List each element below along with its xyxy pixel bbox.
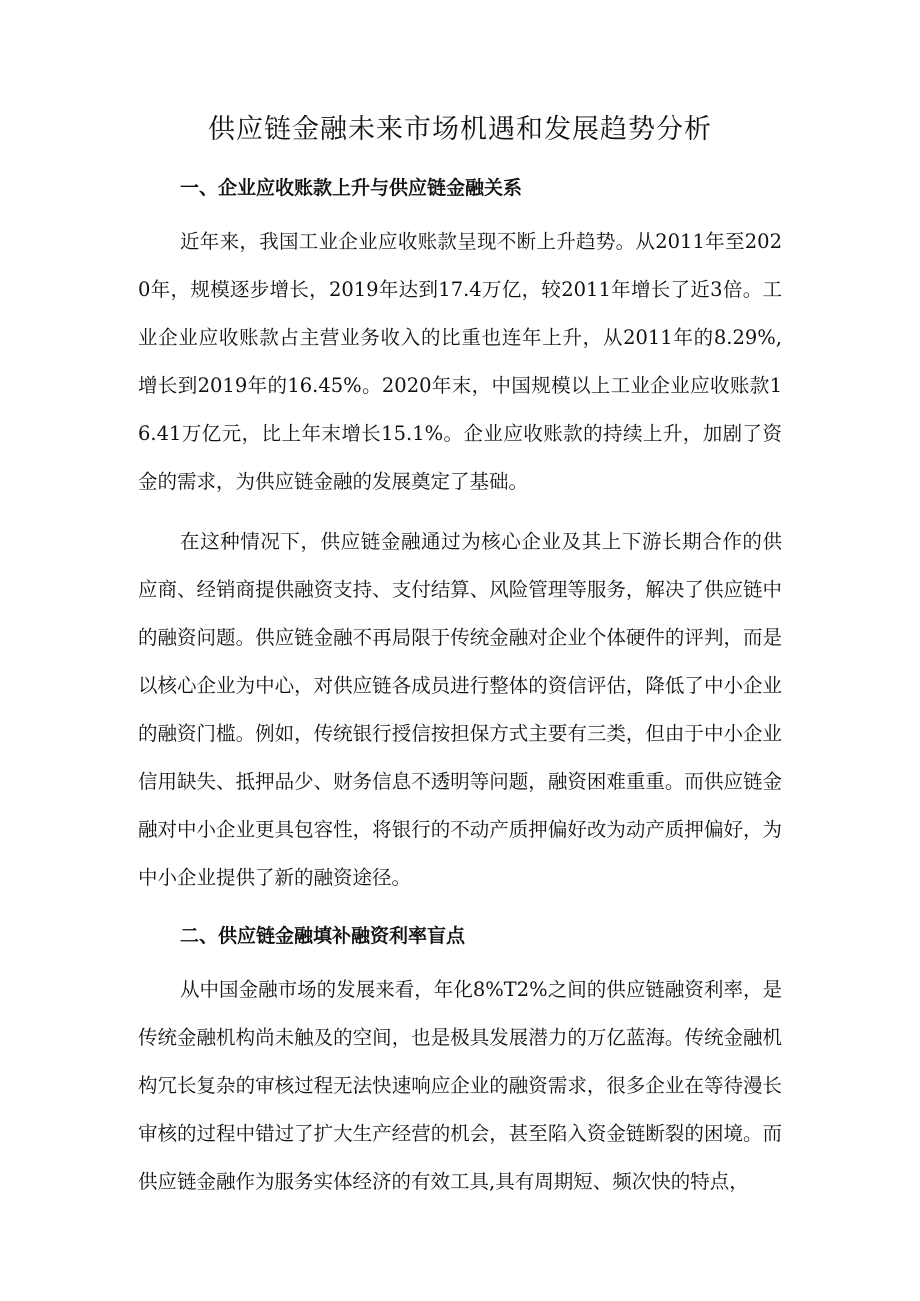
section-heading-1: 一、企业应收账款上升与供应链金融关系 [180, 177, 523, 199]
spacer [138, 956, 782, 966]
section-1-paragraph-2: 在这种情况下，供应链金融通过为核心企业及其上下游长期合作的供应商、经销商提供融资支持、支付结算、风险管理等服务，解决了供应链中的融资问题。供应链金融不再局限于传统金融对企业个体硬件的评判，而是以核心企业为中心，对供应链各成员进行整体的资信评估，降低了中小企业的融资门槛。例如，传统银行授信按担保方式主要有三类，但由于中小企业信用缺失、抵押品少、财务信息不透明等问题，融资困难重重。而供应链金融对中小企业更具包容性，将银行的不动产质押偏好改为动产质押偏好，为中小企业提供了新的融资途径。 [138, 530, 782, 889]
section-2-paragraph-1: 从中国金融市场的发展来看，年化8%T2%之间的供应链融资利率，是传统金融机构尚未触及的空间，也是极具发展潜力的万亿蓝海。传统金融机构冗长复杂的审核过程无法快速响应企业的融资需求，很多企业在等待漫长审核的过程中错过了扩大生产经营的机会，甚至陷入资金链断裂的困境。而供应链金融作为服务实体经济的有效工具,具有周期短、频次快的特点， [138, 978, 782, 1193]
section-1-paragraph-1: 近年来，我国工业企业应收账款呈现不断上升趋势。从2011年至2020年，规模逐步增长，2019年达到17.4万亿，较2011年增长了近3倍。工业企业应收账款占主营业务收入的比重也连年上升，从2011年的8.29%,增长到2019年的16.45%。2020年末，中国规模以上工业企业应收账款16.41万亿元，比上年末增长15.1%。企业应收账款的持续上升，加剧了资金的需求，为供应链金融的发展奠定了基础。 [138, 230, 782, 493]
spacer [138, 208, 782, 218]
spacer [138, 506, 782, 518]
document-title: 供应链金融未来市场机遇和发展趋势分析 [208, 114, 712, 145]
document-body [138, 168, 782, 1206]
section-heading-2: 二、供应链金融填补融资利率盲点 [180, 925, 466, 947]
spacer [138, 902, 782, 916]
